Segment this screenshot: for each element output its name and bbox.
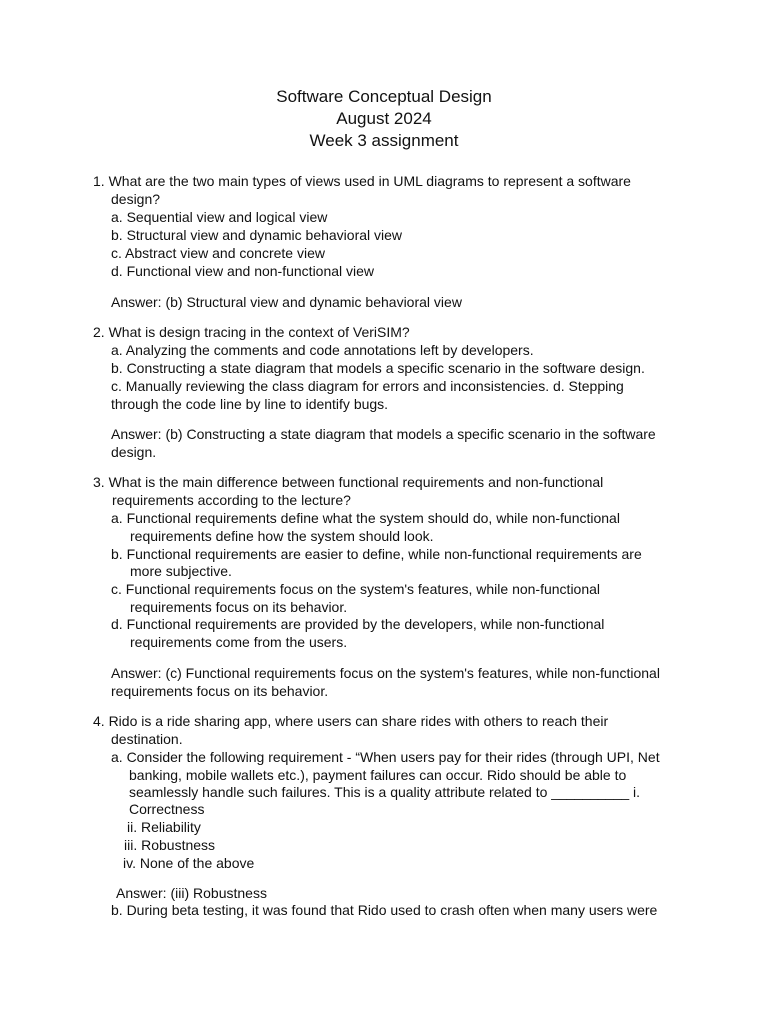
session-date: August 2024 <box>336 109 432 128</box>
question-2-answer-cont: design. <box>111 444 157 460</box>
question-3-text: 3. What is the main difference between functional requirements and non-functional <box>93 474 604 490</box>
question-1-answer: Answer: (b) Structural view and dynamic behavioral view <box>111 294 462 310</box>
question-1-option-a: a. Sequential view and logical view <box>111 209 328 225</box>
question-1-text-cont: design? <box>111 191 161 207</box>
question-3-option-c-cont: requirements focus on its behavior. <box>130 599 348 615</box>
question-3-option-a: a. Functional requirements define what the system should do, while non-functional <box>111 510 620 526</box>
question-4-text-cont: destination. <box>111 731 183 747</box>
question-4b-text: b. During beta testing, it was found that Rido used to crash often when many users were <box>111 902 658 918</box>
question-4a-text: a. Consider the following requirement - “When users pay for their rides (through UPI, Net <box>111 749 660 765</box>
document-title <box>0 86 768 152</box>
question-4-text: 4. Rido is a ride sharing app, where users can share rides with others to reach their <box>93 713 609 729</box>
question-2-option-d: through the code line by line to identify bugs. <box>111 396 389 412</box>
question-3-option-b-cont: more subjective. <box>130 563 232 579</box>
question-3-option-d: d. Functional requirements are provided by the developers, while non-functional <box>111 616 605 632</box>
course-title: Software Conceptual Design <box>276 87 492 106</box>
question-1-text: 1. What are the two main types of views used in UML diagrams to represent a software <box>93 173 631 189</box>
question-2-option-c: c. Manually reviewing the class diagram for errors and inconsistencies. d. Stepping <box>111 378 624 394</box>
question-2-text: 2. What is design tracing in the context of VeriSIM? <box>93 324 410 340</box>
question-3-answer: Answer: (c) Functional requirements focus on the system's features, while non-functional <box>111 665 660 681</box>
question-3-option-b: b. Functional requirements are easier to define, while non-functional requirements are <box>111 546 642 562</box>
question-4a-option-iii: iii. Robustness <box>124 837 216 853</box>
question-4a-option-i: Correctness <box>129 801 205 817</box>
question-1-option-d: d. Functional view and non-functional view <box>111 263 375 279</box>
question-4a-option-iv: iv. None of the above <box>123 855 255 871</box>
question-4a-option-ii: ii. Reliability <box>127 819 201 835</box>
question-1-option-c: c. Abstract view and concrete view <box>111 245 325 261</box>
question-3-option-d-cont: requirements come from the users. <box>130 634 348 650</box>
question-2-answer: Answer: (b) Constructing a state diagram that models a specific scenario in the software <box>111 426 656 442</box>
question-3-option-c: c. Functional requirements focus on the system's features, while non-functional <box>111 581 601 597</box>
question-2-option-b: b. Constructing a state diagram that models a specific scenario in the software design. <box>111 360 645 376</box>
question-2-option-a: a. Analyzing the comments and code annotations left by developers. <box>111 342 534 358</box>
question-3-text-cont: requirements according to the lecture? <box>112 492 351 508</box>
question-3-answer-cont: requirements focus on its behavior. <box>111 683 329 699</box>
assignment-title: Week 3 assignment <box>309 131 459 150</box>
question-1-option-b: b. Structural view and dynamic behavioral view <box>111 227 403 243</box>
question-4a-answer: Answer: (iii) Robustness <box>116 885 267 901</box>
question-4a-text-cont-2: seamlessly handle such failures. This is a quality attribute related to __________ i. <box>129 784 641 800</box>
question-3-option-a-cont: requirements define how the system should look. <box>130 528 434 544</box>
question-4a-text-cont-1: banking, mobile wallets etc.), payment failures can occur. Rido should be able to <box>129 767 627 783</box>
